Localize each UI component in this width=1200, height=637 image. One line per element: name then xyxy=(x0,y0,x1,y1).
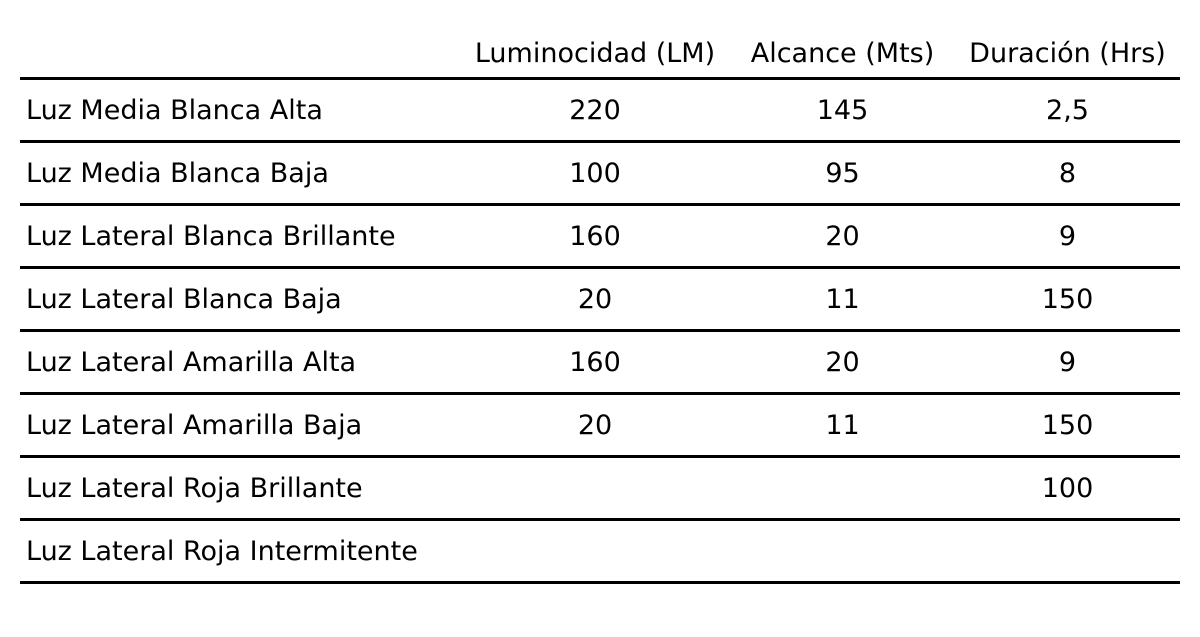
table-header-row xyxy=(20,38,1180,79)
cell-duracion: 9 xyxy=(955,205,1180,268)
row-label: Luz Lateral Roja Intermitente xyxy=(20,520,460,583)
row-label: Luz Lateral Amarilla Alta xyxy=(20,331,460,394)
cell-alcance xyxy=(730,520,955,583)
cell-alcance: 11 xyxy=(730,394,955,457)
row-label: Luz Lateral Amarilla Baja xyxy=(20,394,460,457)
row-label: Luz Lateral Blanca Brillante xyxy=(20,205,460,268)
row-label: Luz Media Blanca Baja xyxy=(20,142,460,205)
cell-duracion: 9 xyxy=(955,331,1180,394)
row-label: Luz Lateral Blanca Baja xyxy=(20,268,460,331)
cell-alcance: 20 xyxy=(730,331,955,394)
cell-alcance: 95 xyxy=(730,142,955,205)
table-row xyxy=(20,457,1180,520)
table-header xyxy=(20,38,1180,79)
cell-alcance: 11 xyxy=(730,268,955,331)
cell-luminocidad: 20 xyxy=(460,394,730,457)
cell-duracion: 150 xyxy=(955,394,1180,457)
cell-luminocidad xyxy=(460,520,730,583)
document-page xyxy=(0,38,1200,637)
column-header-luminocidad: Luminocidad (LM) xyxy=(474,38,716,69)
cell-luminocidad: 220 xyxy=(460,79,730,142)
column-header-alcance: Alcance (Mts) xyxy=(750,38,935,69)
column-header-name xyxy=(20,38,460,79)
cell-luminocidad: 160 xyxy=(460,205,730,268)
cell-alcance xyxy=(730,457,955,520)
cell-luminocidad: 160 xyxy=(460,331,730,394)
table-row xyxy=(20,268,1180,331)
cell-luminocidad: 100 xyxy=(460,142,730,205)
cell-alcance: 145 xyxy=(730,79,955,142)
cell-duracion xyxy=(955,520,1180,583)
column-header-duracion: Duración (Hrs) xyxy=(969,38,1166,69)
cell-duracion: 8 xyxy=(955,142,1180,205)
table-row xyxy=(20,79,1180,142)
light-specifications-table xyxy=(20,38,1180,584)
table-row xyxy=(20,394,1180,457)
cell-duracion: 100 xyxy=(955,457,1180,520)
table-body xyxy=(20,79,1180,583)
table-row xyxy=(20,142,1180,205)
row-label: Luz Media Blanca Alta xyxy=(20,79,460,142)
cell-luminocidad xyxy=(460,457,730,520)
table-row xyxy=(20,331,1180,394)
table-row xyxy=(20,520,1180,583)
cell-alcance: 20 xyxy=(730,205,955,268)
cell-luminocidad: 20 xyxy=(460,268,730,331)
table-row xyxy=(20,205,1180,268)
cell-duracion: 150 xyxy=(955,268,1180,331)
cell-duracion: 2,5 xyxy=(955,79,1180,142)
row-label: Luz Lateral Roja Brillante xyxy=(20,457,460,520)
